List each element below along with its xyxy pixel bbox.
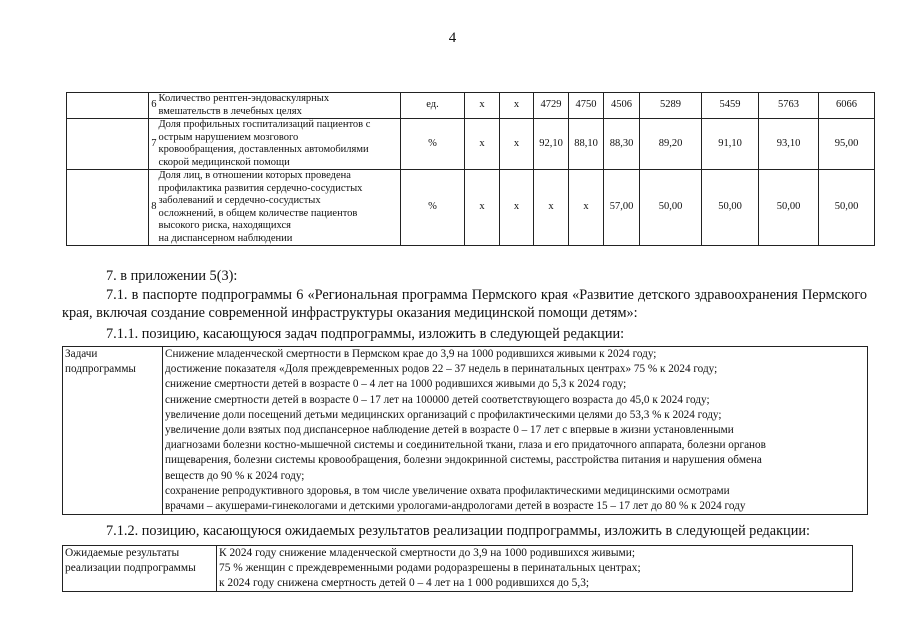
indicator-value: 4506 [604, 93, 640, 119]
task-line: достижение показателя «Доля преждевременных родов 22 – 37 недель в перинатальных центрах» 75 % к 2024 году; [165, 363, 718, 376]
indicator-unit: % [401, 119, 465, 170]
indicator-value: 50,00 [759, 170, 819, 246]
indicator-unit: ед. [401, 93, 465, 119]
paragraph-7-1-2: 7.1.2. позицию, касающуюся ожидаемых результатов реализации подпрограммы, изложить в следующей редакции: [106, 523, 810, 539]
indicator-value: x [500, 170, 534, 246]
indicator-value: 93,10 [759, 119, 819, 170]
paragraph-7-1: 7.1. в паспорте подпрограммы 6 «Региональная программа Пермского края «Развитие детского здравоохранения Пермского края, включая создание современной инфраструктуры оказания медицинской помощи детям»: [62, 287, 867, 321]
indicator-row [67, 93, 875, 119]
task-line: снижение смертности детей в возрасте 0 – 17 лет на 100000 детей соответствующего возраста до 45,0 к 2024 году; [165, 393, 710, 406]
indicator-value: 88,10 [569, 119, 604, 170]
result-line: 75 % женщин с преждевременными родами родоразрешены в перинатальных центрах; [219, 562, 641, 574]
indicator-description-line: профилактика развития сердечно-сосудистых [158, 182, 363, 194]
task-line: увеличение доли посещений детьми медицинских организаций с профилактическими целями до 53,3 % к 2024 году; [165, 408, 722, 421]
indicator-value: 50,00 [819, 170, 875, 246]
paragraph-7-1-1: 7.1.1. позицию, касающуюся задач подпрограммы, изложить в следующей редакции: [106, 326, 625, 342]
indicator-description-line: осложнений, в общем количестве пациентов [158, 207, 358, 219]
indicator-description-line: Доля профильных госпитализаций пациентов с [158, 119, 371, 130]
task-line: сохранение репродуктивного здоровья, в том числе увеличение охвата профилактическими медицинскими осмотрами [165, 484, 730, 497]
results-label-line-1: Ожидаемые результаты [65, 547, 180, 559]
indicator-unit: % [401, 170, 465, 246]
indicator-value: 95,00 [819, 119, 875, 170]
indicator-value: 4750 [569, 93, 604, 119]
tasks-content-cell [163, 347, 868, 515]
empty-cell [67, 170, 149, 246]
tasks-label-line-2: подпрограммы [65, 363, 136, 376]
indicator-description-line: Доля лиц, в отношении которых проведена [158, 170, 351, 181]
empty-cell [67, 119, 149, 170]
indicator-description [158, 93, 401, 119]
indicator-description-line: высокого риска, находящихся [158, 220, 291, 231]
indicator-description-line: Количество рентген-эндоваскулярных [158, 93, 330, 104]
results-label-cell [63, 546, 217, 592]
indicator-value: 57,00 [604, 170, 640, 246]
task-line: пищеварения, болезни системы кровообращения, болезни эндокринной системы, расстройства питания и нарушения обмена [165, 454, 762, 467]
indicator-value: x [534, 170, 569, 246]
indicator-value: 5763 [759, 93, 819, 119]
indicator-number: 8 [149, 170, 158, 246]
task-line: веществ до 90 % к 2024 году; [165, 469, 305, 482]
indicator-row [67, 119, 875, 170]
indicator-value: x [465, 93, 500, 119]
tasks-label-cell [63, 347, 163, 515]
empty-cell [67, 93, 149, 119]
indicator-value: x [500, 93, 534, 119]
indicator-value: 92,10 [534, 119, 569, 170]
results-content-cell [217, 546, 853, 592]
indicator-value: x [465, 170, 500, 246]
indicator-description-line: заболеваний и сердечно-сосудистых [158, 195, 321, 206]
results-table [62, 545, 853, 592]
task-line: врачами – акушерами-гинекологами и детскими урологами-андрологами детей в возрасте 15 – 17 лет до 80 % к 2024 году [165, 500, 746, 513]
indicator-description [158, 119, 401, 170]
task-line: Снижение младенческой смертности в Пермском крае до 3,9 на 1000 родившихся живыми к 2024 году; [165, 348, 657, 360]
indicator-number: 6 [149, 93, 158, 119]
indicator-value: 91,10 [702, 119, 759, 170]
result-line: к 2024 году снижена смертность детей 0 – 4 лет на 1 000 родившихся до 5,3; [219, 577, 590, 589]
results-label-line-2: реализации подпрограммы [65, 562, 196, 574]
indicator-value: 6066 [819, 93, 875, 119]
indicator-description-line: скорой медицинской помощи [158, 156, 290, 168]
result-line: К 2024 году снижение младенческой смертности до 3,9 на 1000 родившихся живыми; [219, 547, 636, 559]
indicator-value: x [569, 170, 604, 246]
indicator-value: x [500, 119, 534, 170]
tasks-table [62, 346, 868, 515]
indicator-description-line: вмешательств в лечебных целях [158, 105, 302, 117]
indicator-value: 88,30 [604, 119, 640, 170]
indicator-value: 89,20 [640, 119, 702, 170]
paragraph-7: 7. в приложении 5(3): [106, 268, 238, 284]
indicator-row [67, 170, 875, 246]
task-line: диагнозами болезни костно-мышечной системы и соединительной ткани, глаза и его придаточного аппарата, болезни органов [165, 439, 766, 452]
task-line: снижение смертности детей в возрасте 0 – 4 лет на 1000 родившихся живыми до 5,3 к 2024 году; [165, 378, 627, 391]
indicator-value: 50,00 [702, 170, 759, 246]
indicator-description [158, 170, 401, 246]
indicator-description-line: на диспансерном наблюдении [158, 232, 293, 244]
indicator-description-line: острым нарушением мозгового [158, 131, 299, 143]
indicator-value: 5289 [640, 93, 702, 119]
task-line: увеличение доли взятых под диспансерное наблюдение детей в возрасте 0 – 17 лет с впервые в жизни установленными [165, 424, 734, 437]
indicator-description-line: кровообращения, доставленных автомобилями [158, 144, 369, 155]
indicator-value: 50,00 [640, 170, 702, 246]
indicator-number: 7 [149, 119, 158, 170]
page-number: 4 [448, 30, 457, 46]
indicator-value: 5459 [702, 93, 759, 119]
indicator-value: 4729 [534, 93, 569, 119]
indicators-table [66, 92, 875, 246]
indicator-value: x [465, 119, 500, 170]
tasks-label-line-1: Задачи [65, 348, 98, 360]
